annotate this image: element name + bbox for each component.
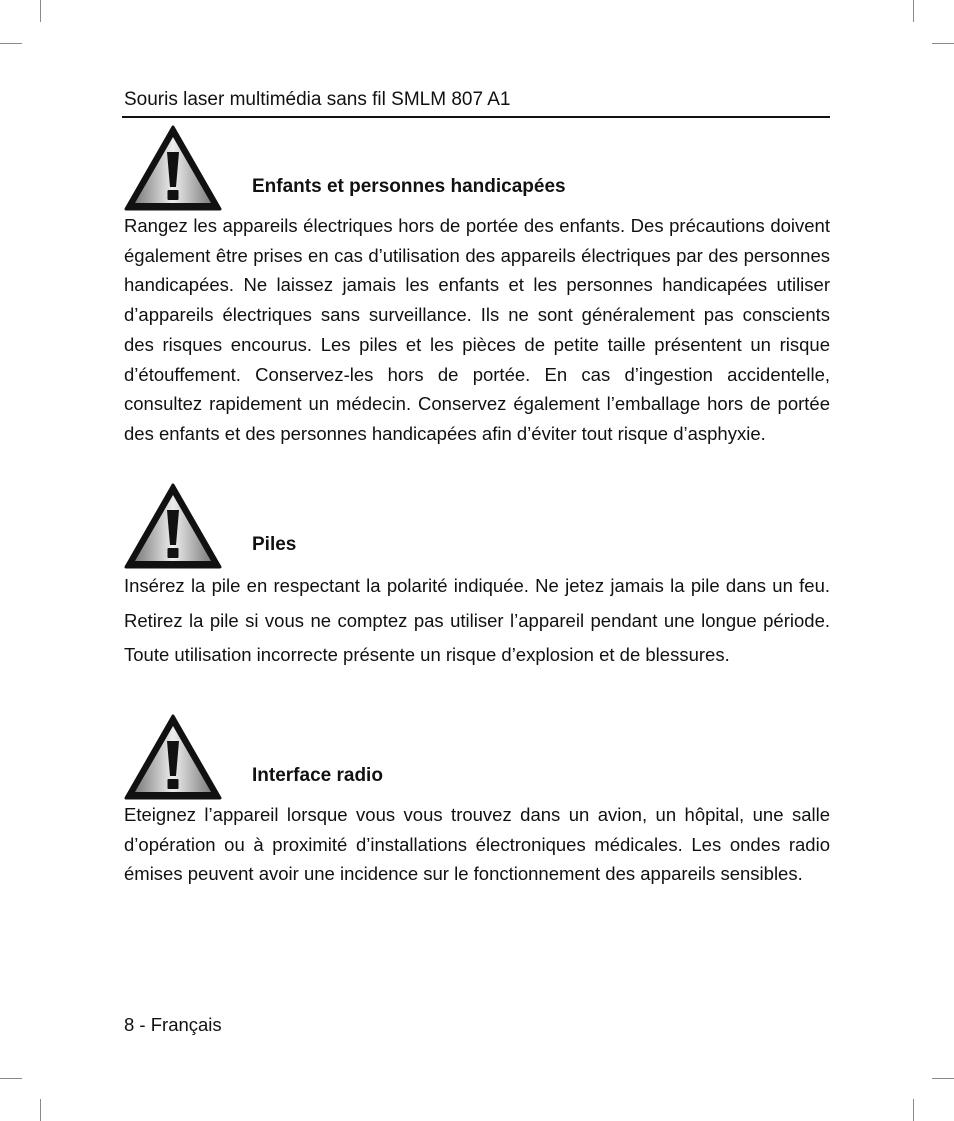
section-heading: Interface radio bbox=[252, 765, 383, 786]
section-body: Rangez les appareils électriques hors de portée des enfants. Des précautions doivent également être prises en cas d’utilisation des appareils électriques par des personnes handicapées. Ne laissez jamais les enfants et les personnes handicapées utiliser d’appareils électriques sans surveillance. Ils ne sont généralement pas conscients des risques encourus. Les piles et les pièces de petite taille présentent un risque d’étouffement. Conservez-les hors de portée. En cas d’ingestion accidentelle, consultez rapidement un médecin. Conservez également l’emballage hors de portée des enfants et des personnes handicapées afin d’éviter tout risque d’asphyxie. bbox=[124, 215, 830, 444]
header-rule bbox=[122, 116, 830, 118]
page-header-title: Souris laser multimédia sans fil SMLM 807 A1 bbox=[124, 89, 511, 110]
crop-mark bbox=[913, 0, 914, 22]
crop-mark bbox=[932, 1078, 954, 1079]
page-footer: 8 - Français bbox=[124, 1014, 222, 1035]
warning-triangle-icon bbox=[123, 482, 223, 570]
warning-triangle-icon bbox=[123, 713, 223, 801]
warning-triangle-icon bbox=[123, 124, 223, 212]
crop-mark bbox=[0, 43, 22, 44]
section-heading: Enfants et personnes handicapées bbox=[252, 176, 566, 197]
crop-mark bbox=[40, 0, 41, 22]
crop-mark bbox=[932, 43, 954, 44]
section-heading: Piles bbox=[252, 534, 297, 555]
crop-mark bbox=[0, 1078, 22, 1079]
section-body: Eteignez l’appareil lorsque vous vous trouvez dans un avion, un hôpital, une salle d’opération ou à proximité d’installations électroniques médicales. Les ondes radio émises peuvent avoir une incidence sur le fonctionnement des appareils sensibles. bbox=[124, 804, 830, 885]
crop-mark bbox=[913, 1099, 914, 1121]
crop-mark bbox=[40, 1099, 41, 1121]
section-body: Insérez la pile en respectant la polarité indiquée. Ne jetez jamais la pile dans un feu. Retirez la pile si vous ne comptez pas utiliser l’appareil pendant une longue période. Toute utilisation incorrecte présente un risque d’explosion et de blessures. bbox=[124, 575, 830, 665]
